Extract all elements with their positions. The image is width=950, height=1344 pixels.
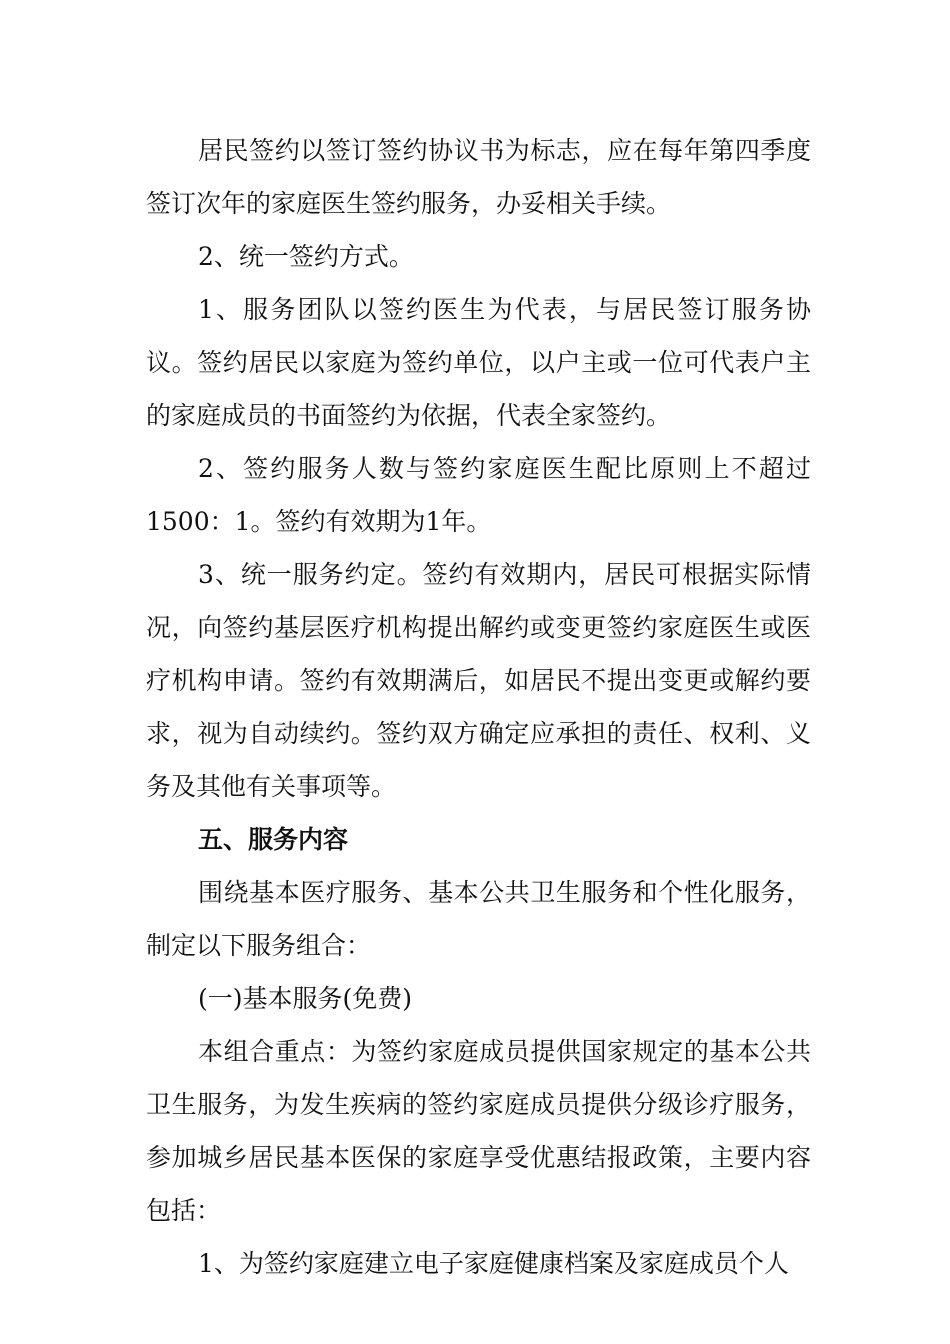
paragraph-service-terms: 3、统一服务约定。签约有效期内，居民可根据实际情况，向签约基层医疗机构提出解约或变更签约家庭医生或医疗机构申请。签约有效期满后，如居民不提出变更或解约要求，视为自动续约。签约双方确定应承担的责任、权利、义务及其他有关事项等。 (146, 560, 811, 801)
section-heading-service-content: 五、服务内容 (198, 825, 349, 854)
paragraph-basic-service-title: (一)基本服务(免费) (198, 984, 413, 1013)
paragraph-unified-signing-method: 2、统一签约方式。 (198, 242, 414, 271)
paragraph-service-combination: 围绕基本医疗服务、基本公共卫生服务和个性化服务，制定以下服务组合： (146, 878, 811, 960)
paragraph-basic-service-focus: 本组合重点：为签约家庭成员提供国家规定的基本公共卫生服务，为发生疾病的签约家庭成员提供分级诊疗服务，参加城乡居民基本医保的家庭享受优惠结报政策，主要内容包括： (146, 1037, 811, 1225)
paragraph-service-team-agreement: 1、服务团队以签约医生为代表，与居民签订服务协议。签约居民以家庭为签约单位，以户主或一位可代表户主的家庭成员的书面签约为依据，代表全家签约。 (146, 295, 811, 430)
paragraph-health-record-item: 1、为签约家庭建立电子家庭健康档案及家庭成员个人 (198, 1249, 789, 1278)
document-body (146, 124, 811, 1290)
paragraph-signing-agreement: 居民签约以签订签约协议书为标志，应在每年第四季度签订次年的家庭医生签约服务，办妥相关手续。 (146, 136, 811, 218)
paragraph-doctor-ratio: 2、签约服务人数与签约家庭医生配比原则上不超过1500：1。签约有效期为1年。 (146, 454, 811, 536)
